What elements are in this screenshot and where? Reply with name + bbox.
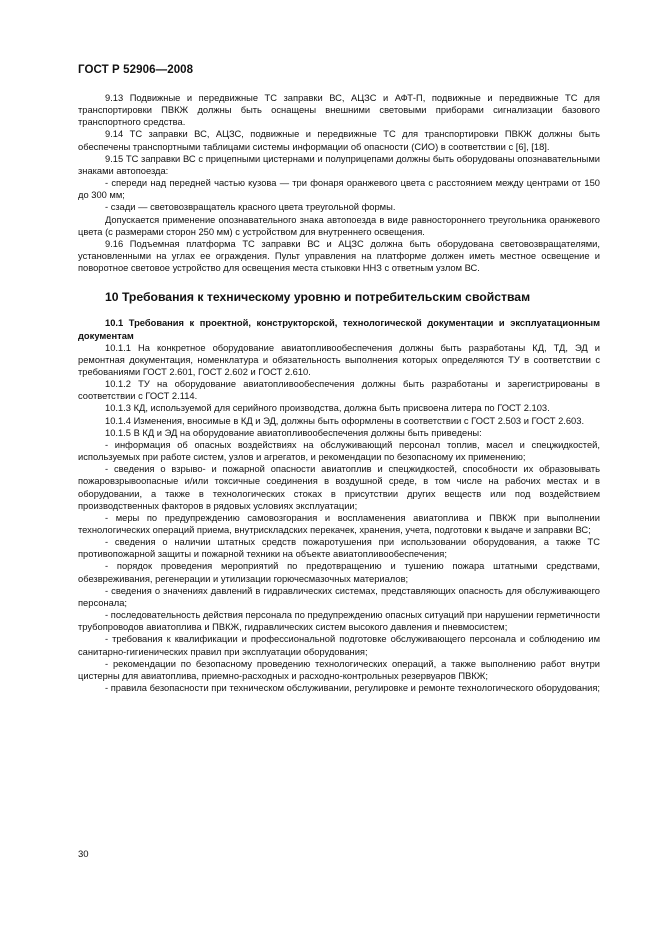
document-header: ГОСТ Р 52906—2008	[78, 64, 194, 76]
clause-9-14: 9.14 ТС заправки ВС, АЦЗС, подвижные и передвижные ТС для транспортировки ПВКЖ должны быть обеспечены транспортными таблицами системы информации об опасности (СИО) в соответствии с [6], [18].	[78, 129, 600, 152]
list-item: - сведения о взрыво- и пожарной опасности авиатоплив и спецжидкостей, способности их образовывать пожаровзрывоопасные и/или токсичные соединения в воздушной среде, в том числе на рабочих местах и в оборудовании, а также в технологических стоках в присутствии других веществ или под воздействием производственных факторов в рядовых условиях эксплуатации;	[78, 464, 600, 511]
clause-10-1-1: 10.1.1 На конкретное оборудование авиатопливообеспечения должны быть разработаны КД, ТД, ЭД и ремонтная документация, номенклатура и обязательность выполнения которых определяются ТУ в соответствии с требованиями ГОСТ 2.601, ГОСТ 2.602 и ГОСТ 2.610.	[78, 342, 600, 377]
subsection-title: 10.1 Требования к проектной, конструкторской, технологической документации и эксплуатационным документам	[78, 318, 600, 341]
clause-10-1-3: 10.1.3 КД, используемой для серийного производства, должна быть присвоена литера по ГОСТ 2.103.	[105, 403, 550, 414]
list-item: - последовательность действия персонала по предупреждению опасных ситуаций при нарушении герметичности трубопроводов авиатоплива и ПВКЖ, гидравлических систем высокого давления и пневмосистем;	[78, 610, 600, 633]
list-item-front-lights: - спереди над передней частью кузова — три фонаря оранжевого цвета с расстоянием между центрами от 150 до 300 мм;	[78, 178, 600, 201]
list-item: - требования к квалификации и профессиональной подготовке обслуживающего персонала и соблюдению им санитарно-гигиенических правил при эксплуатации оборудования;	[78, 634, 600, 657]
clause-10-1-5: 10.1.5 В КД и ЭД на оборудование авиатопливообеспечения должны быть приведены:	[105, 427, 482, 438]
clause-10-1-4: 10.1.4 Изменения, вносимые в КД и ЭД, должны быть оформлены в соответствии с ГОСТ 2.503 и ГОСТ 2.603.	[105, 415, 585, 426]
list-item: - информация об опасных воздействиях на обслуживающий персонал топлив, масел и спецжидкостей, используемых при работе систем, узлов и агрегатов, и рекомендации по безопасному их применению;	[78, 439, 600, 463]
paragraph-triangle-sign: Допускается применение опознавательного знака автопоезда в виде равностороннего треугольника оранжевого цвета (с размерами сторон 250 мм) с устройством для внутреннего освещения.	[78, 214, 600, 237]
page-number: 30	[78, 849, 89, 860]
clause-10-1-2: 10.1.2 ТУ на оборудование авиатопливообеспечения должны быть разработаны и зарегистрированы в соответствии с ГОСТ 2.114.	[78, 379, 600, 402]
list-item: - правила безопасности при техническом обслуживании, регулировке и ремонте технологического оборудования;	[105, 683, 601, 694]
list-item: - сведения о наличии штатных средств пожаротушения при использовании оборудования, а также ТС противопожарной защиты и пожарной техники на объекте авиатопливообеспечения;	[78, 537, 600, 560]
list-item: - сведения о значениях давлений в гидравлических системах, представляющих опасность для обслуживающего персонала;	[78, 585, 600, 608]
list-item: - меры по предупреждению самовозгорания и воспламенения авиатоплива и ПВКЖ при выполнении технологических операций приема, внутрискладских перекачек, хранения, учета, подготовки к выдаче и заправки ВС;	[78, 512, 600, 535]
clause-9-13: 9.13 Подвижные и передвижные ТС заправки ВС, АЦЗС и АФТ-П, подвижные и передвижные ТС для транспортировки ПВКЖ должны быть оснащены внешними световыми приборами сигнализации базового транспортного средства.	[78, 93, 600, 128]
list-item: - рекомендации по безопасному проведению технологических операций, а также выполнению работ внутри цистерны для авиатоплива, приемно-расходных и расходно-контрольных резервуаров ПВКЖ;	[78, 658, 600, 681]
document-body	[78, 92, 600, 694]
section-title: 10 Требования к техническому уровню и потребительским свойствам	[105, 290, 531, 305]
list-item-rear-reflector: - сзади — световозвращатель красного цвета треугольной формы.	[105, 202, 396, 213]
clause-9-16: 9.16 Подъемная платформа ТС заправки ВС и АЦЗС должна быть оборудована световозвращателями, установленными на углах ее ограждения. Пульт управления на платформе должен иметь местное освещение и поворотное световое устройство для освещения места стыковки ННЗ с ответным узлом ВС.	[78, 238, 600, 274]
clause-9-15: 9.15 ТС заправки ВС с прицепными цистернами и полуприцепами должны быть оборудованы опознавательными знаками автопоезда:	[78, 153, 600, 176]
list-item: - порядок проведения мероприятий по предотвращению и тушению пожара штатными средствами, обезвреживания, регенерации и утилизации горючесмазочных материалов;	[78, 561, 600, 584]
